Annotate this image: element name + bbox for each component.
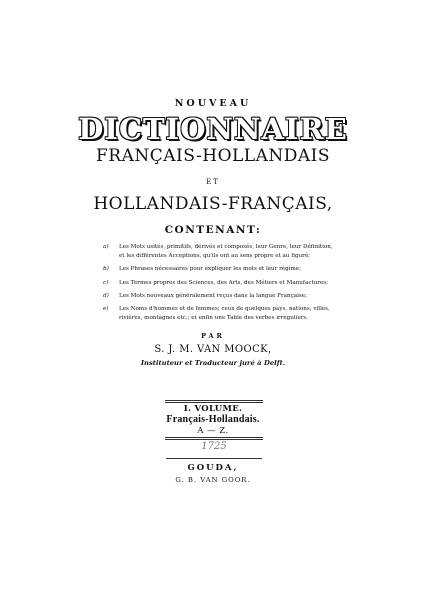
volume-language: Français-Hollandais. (166, 414, 260, 425)
par-label: PAR (201, 332, 225, 340)
list-item (103, 243, 335, 261)
item-label: b) (103, 266, 109, 273)
et-conjunction: ET (206, 178, 220, 186)
item-text: Les Mots nouveaux généralement reçus dans la langue Française; (119, 292, 307, 299)
item-label: e) (103, 306, 109, 313)
publication-city: GOUDA, (187, 463, 239, 473)
volume-label: I. VOLUME. (183, 404, 243, 414)
divider-middle-thin (165, 439, 263, 440)
divider-bottom (166, 458, 262, 459)
item-text: Les Mots usités, primitifs, dérivés et composés, leur Genre, leur Définition, et les différentes Acceptions, qu'ils ont au sens propre et au figuré; (119, 244, 333, 260)
publisher-name: G. B. VAN GOOR. (175, 476, 251, 484)
author-name: S. J. M. VAN MOOCK, (154, 344, 272, 355)
item-text: Les Termes propres des Sciences, des Arts, des Métiers et Manufactures; (119, 279, 329, 286)
item-text: Les Noms d'hommes et de femmes; ceux de quelques pays, nations, villes, rivières, montagnes etc.; et enfin une Table des verbes irreguliers. (119, 306, 330, 322)
divider-top (165, 400, 263, 401)
author-title: Instituteur et Traducteur juré à Delft. (140, 359, 286, 367)
hollandais-francais-line: HOLLANDAIS-FRANÇAIS, (93, 194, 333, 214)
item-label: d) (103, 292, 109, 299)
list-item (103, 265, 335, 274)
list-item (103, 305, 335, 323)
divider-middle (165, 437, 263, 438)
item-label: c) (103, 279, 109, 286)
item-text: Les Phrases nécessaires pour expliquer les mots et leur régime; (119, 266, 301, 273)
nouveau-heading: NOUVEAU (174, 98, 252, 109)
list-item (103, 292, 335, 301)
contenant-heading: CONTENANT: (164, 224, 262, 236)
contents-list (103, 243, 335, 327)
letter-range: A — Z. (197, 426, 229, 436)
francais-hollandais-line: FRANÇAIS-HOLLANDAIS (95, 146, 331, 166)
item-label: a) (103, 244, 109, 250)
list-item (103, 279, 335, 288)
handwritten-note: 1725 (201, 441, 227, 452)
dictionnaire-title: DICTIONNAIRE (78, 112, 348, 146)
divider-top-thin (165, 402, 263, 403)
